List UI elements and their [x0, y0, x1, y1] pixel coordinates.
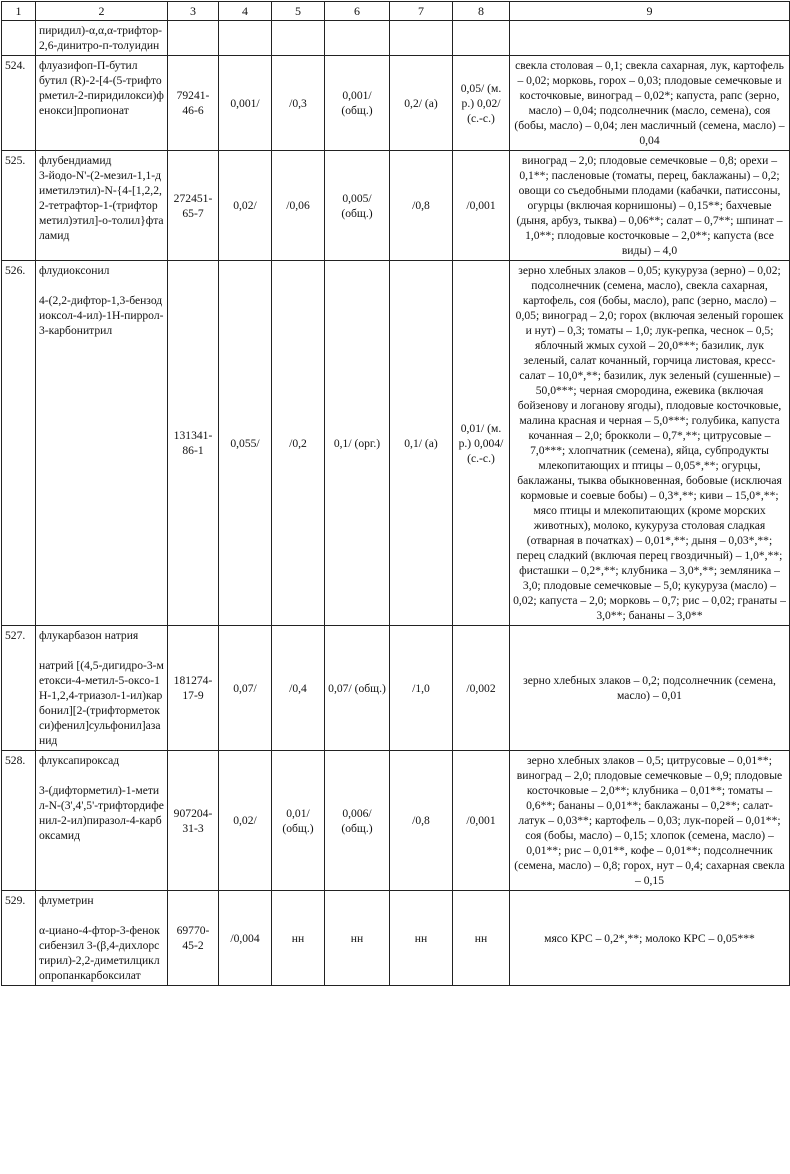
cont-empty [219, 21, 272, 56]
residue-limits: зерно хлебных злаков – 0,2; подсолнечник (семена, масло) – 0,01 [510, 626, 790, 751]
column-header-8: 8 [453, 2, 510, 21]
column-header-4: 4 [219, 2, 272, 21]
value-col-5: /0,06 [272, 151, 325, 261]
cont-empty [272, 21, 325, 56]
value-col-4: /0,004 [219, 891, 272, 986]
residue-limits: мясо КРС – 0,2*,**; молоко КРС – 0,05*** [510, 891, 790, 986]
value-col-6: 0,1/ (орг.) [325, 261, 390, 626]
value-col-6: нн [325, 891, 390, 986]
cont-chemical: пиридил)-α,α,α-трифтор-2,6-динитро-п-толуидин [36, 21, 168, 56]
column-header-7: 7 [390, 2, 453, 21]
cas-number: 181274-17-9 [168, 626, 219, 751]
substance-cell [36, 151, 168, 261]
hygiene-standards-table [1, 1, 790, 986]
value-col-6: 0,001/ (общ.) [325, 56, 390, 151]
substance-name: флукарбазон натрия [39, 629, 139, 642]
value-col-7: /0,8 [390, 751, 453, 891]
column-header-row [2, 2, 790, 21]
value-col-7: /0,8 [390, 151, 453, 261]
chemical-name: 4-(2,2-дифтор-1,3-бензодиоксол-4-ил)-1Н-пиррол-3-карбонитрил [39, 294, 164, 337]
row-number: 529. [2, 891, 36, 986]
row-number: 524. [2, 56, 36, 151]
cont-empty [325, 21, 390, 56]
value-col-8: /0,001 [453, 151, 510, 261]
spacer [39, 908, 164, 923]
value-col-5: /0,4 [272, 626, 325, 751]
value-col-8: нн [453, 891, 510, 986]
spacer [39, 278, 164, 293]
residue-limits: зерно хлебных злаков – 0,05; кукуруза (зерно) – 0,02; подсолнечник (семена, масло), свекла сахарная, картофель, соя (бобы, масло), рапс (зерно, масло) – 0,05; виноград – 2,0; горох (включая зеленый горошек и нут) – 0,3; томаты – 1,0; лук-репка, чеснок – 0,5; яблочный жмых сухой – 20,0***; базилик, лук зеленый, салат кочанный, горчица листовая, кресс-салат – 10,0*,**; базилик, лук зеленый (сушенные) – 50,0***; черная смородина, ежевика (включая бойзенову и логанову ягоды), плодовые косточковые, малина красная и черная – 5,0***; голубика, капуста кочанная – 2,0; брокколи – 0,7*,**; цитрусовые – 7,0***; хлопчатник (семена), яйца, субпродукты млекопитающих и птицы – 0,05*,**; огурцы, баклажаны, тыква обыкновенная, бобовые (исключая кормовые и соевые бобы) – 0,3*,**; киви – 15,0*,**; мясо птицы и млекопитающих (кроме морских животных), молоко, кукуруза столовая сладкая (отварная в початках) – 0,01*,**; дыня – 0,03*,**; перец сладкий (включая перец гвоздичный) – 1,0*,**; фисташки – 0,2*,**; клубника – 3,0*,**; земляника – 3,0; плодовые семечковые – 5,0; кукуруза (масло) – 0,02; капуста – 2,0; морковь – 0,7; рис – 0,02; гранаты – 3,0**; бананы – 3,0** [510, 261, 790, 626]
row-number: 527. [2, 626, 36, 751]
substance-name: флуметрин [39, 894, 94, 907]
cont-empty [390, 21, 453, 56]
value-col-4: 0,07/ [219, 626, 272, 751]
chemical-name: бутил (R)-2-[4-(5-трифторметил-2-пиридилокси)фенокси]пропионат [39, 74, 164, 117]
column-header-9: 9 [510, 2, 790, 21]
row-number: 526. [2, 261, 36, 626]
value-col-7: 0,2/ (а) [390, 56, 453, 151]
chemical-name: натрий [(4,5-дигидро-3-метокси-4-метил-5-оксо-1Н-1,2,4-триазол-1-ил)карбонил][2-(трифторметокси)фенил]сульфонил]азанид [39, 659, 164, 747]
value-col-5: нн [272, 891, 325, 986]
substance-cell [36, 626, 168, 751]
substance-cell [36, 751, 168, 891]
column-header-1: 1 [2, 2, 36, 21]
table-row [2, 151, 790, 261]
cas-number: 79241-46-6 [168, 56, 219, 151]
table-row [2, 626, 790, 751]
substance-cell [36, 891, 168, 986]
chemical-name: 3-(дифторметил)-1-метил-N-(3',4',5'-трифтордифенил-2-ил)пиразол-4-карбоксамид [39, 784, 164, 842]
cont-empty [453, 21, 510, 56]
table-row [2, 261, 790, 626]
value-col-7: нн [390, 891, 453, 986]
substance-name: флубендиамид [39, 154, 112, 167]
column-header-3: 3 [168, 2, 219, 21]
cas-number: 907204-31-3 [168, 751, 219, 891]
residue-limits: виноград – 2,0; плодовые семечковые – 0,8; орехи – 0,1**; пасленовые (томаты, перец, баклажаны) – 0,2; овощи со съедобными плодами (кабачки, патиссоны, огурцы (включая корнишоны) – 0,15**; бахчевые (дыня, арбуз, тыква) – 0,06**; салат – 0,7**; шпинат – 1,0**; плодовые косточковые – 2,0**; капуста (все виды) – 4,0 [510, 151, 790, 261]
table-row [2, 891, 790, 986]
cas-number: 131341-86-1 [168, 261, 219, 626]
value-col-8: 0,01/ (м. р.) 0,004/ (с.-с.) [453, 261, 510, 626]
value-col-4: 0,001/ [219, 56, 272, 151]
value-col-5: /0,2 [272, 261, 325, 626]
value-col-4: 0,02/ [219, 151, 272, 261]
value-col-8: /0,001 [453, 751, 510, 891]
table-row [2, 56, 790, 151]
continuation-row [2, 21, 790, 56]
value-col-8: /0,002 [453, 626, 510, 751]
value-col-6: 0,07/ (общ.) [325, 626, 390, 751]
value-col-4: 0,02/ [219, 751, 272, 891]
column-header-5: 5 [272, 2, 325, 21]
value-col-7: 0,1/ (а) [390, 261, 453, 626]
substance-name: флуазифоп-П-бутил [39, 59, 138, 72]
value-col-7: /1,0 [390, 626, 453, 751]
substance-name: флудиоксонил [39, 264, 110, 277]
cas-number: 69770-45-2 [168, 891, 219, 986]
residue-limits: свекла столовая – 0,1; свекла сахарная, лук, картофель – 0,02; морковь, горох – 0,03; плодовые семечковые и косточковые, виноград – 0,02*; капуста, рапс (зерно, масло) – 0,04; подсолнечник (масло, семена), соя (бобы, масло) – 0,04; лен масличный (семена, масло) – 0,04 [510, 56, 790, 151]
value-col-6: 0,006/ (общ.) [325, 751, 390, 891]
value-col-5: 0,01/ (общ.) [272, 751, 325, 891]
value-col-8: 0,05/ (м. р.) 0,02/ (с.-с.) [453, 56, 510, 151]
substance-name: флуксапироксад [39, 754, 120, 767]
value-col-6: 0,005/ (общ.) [325, 151, 390, 261]
value-col-4: 0,055/ [219, 261, 272, 626]
cas-number: 272451-65-7 [168, 151, 219, 261]
column-header-6: 6 [325, 2, 390, 21]
table-row [2, 751, 790, 891]
row-number: 528. [2, 751, 36, 891]
chemical-name: 3-йодо-N'-(2-мезил-1,1-диметилэтил)-N-{4-[1,2,2,2-тетрафтор-1-(трифторметил)этил]-o-толил}фталамид [39, 169, 164, 242]
spacer [39, 643, 164, 658]
substance-cell [36, 261, 168, 626]
substance-cell [36, 56, 168, 151]
cont-num [2, 21, 36, 56]
cont-empty [168, 21, 219, 56]
row-number: 525. [2, 151, 36, 261]
value-col-5: /0,3 [272, 56, 325, 151]
column-header-2: 2 [36, 2, 168, 21]
spacer [39, 768, 164, 783]
chemical-name: α-циано-4-фтор-3-феноксибензил 3-(β,4-дихлорстирил)-2,2-диметилциклопропанкарбоксилат [39, 924, 160, 982]
residue-limits: зерно хлебных злаков – 0,5; цитрусовые – 0,01**; виноград – 2,0; плодовые семечковые – 0,9; плодовые косточковые – 2,0**; клубника – 0,01**; томаты – 0,6**; бананы – 0,01**; баклажаны – 0,2**; салат-латук – 0,03**; картофель – 0,03; лук-порей – 0,01**; соя (бобы, масло) – 0,15; хлопок (семена, масло) – 0,01**; рис – 0,01**, кофе – 0,01**; подсолнечник (семена, масло) – 0,8; горох, нут – 0,4; сахарная свекла – 0,15 [510, 751, 790, 891]
cont-empty [510, 21, 790, 56]
